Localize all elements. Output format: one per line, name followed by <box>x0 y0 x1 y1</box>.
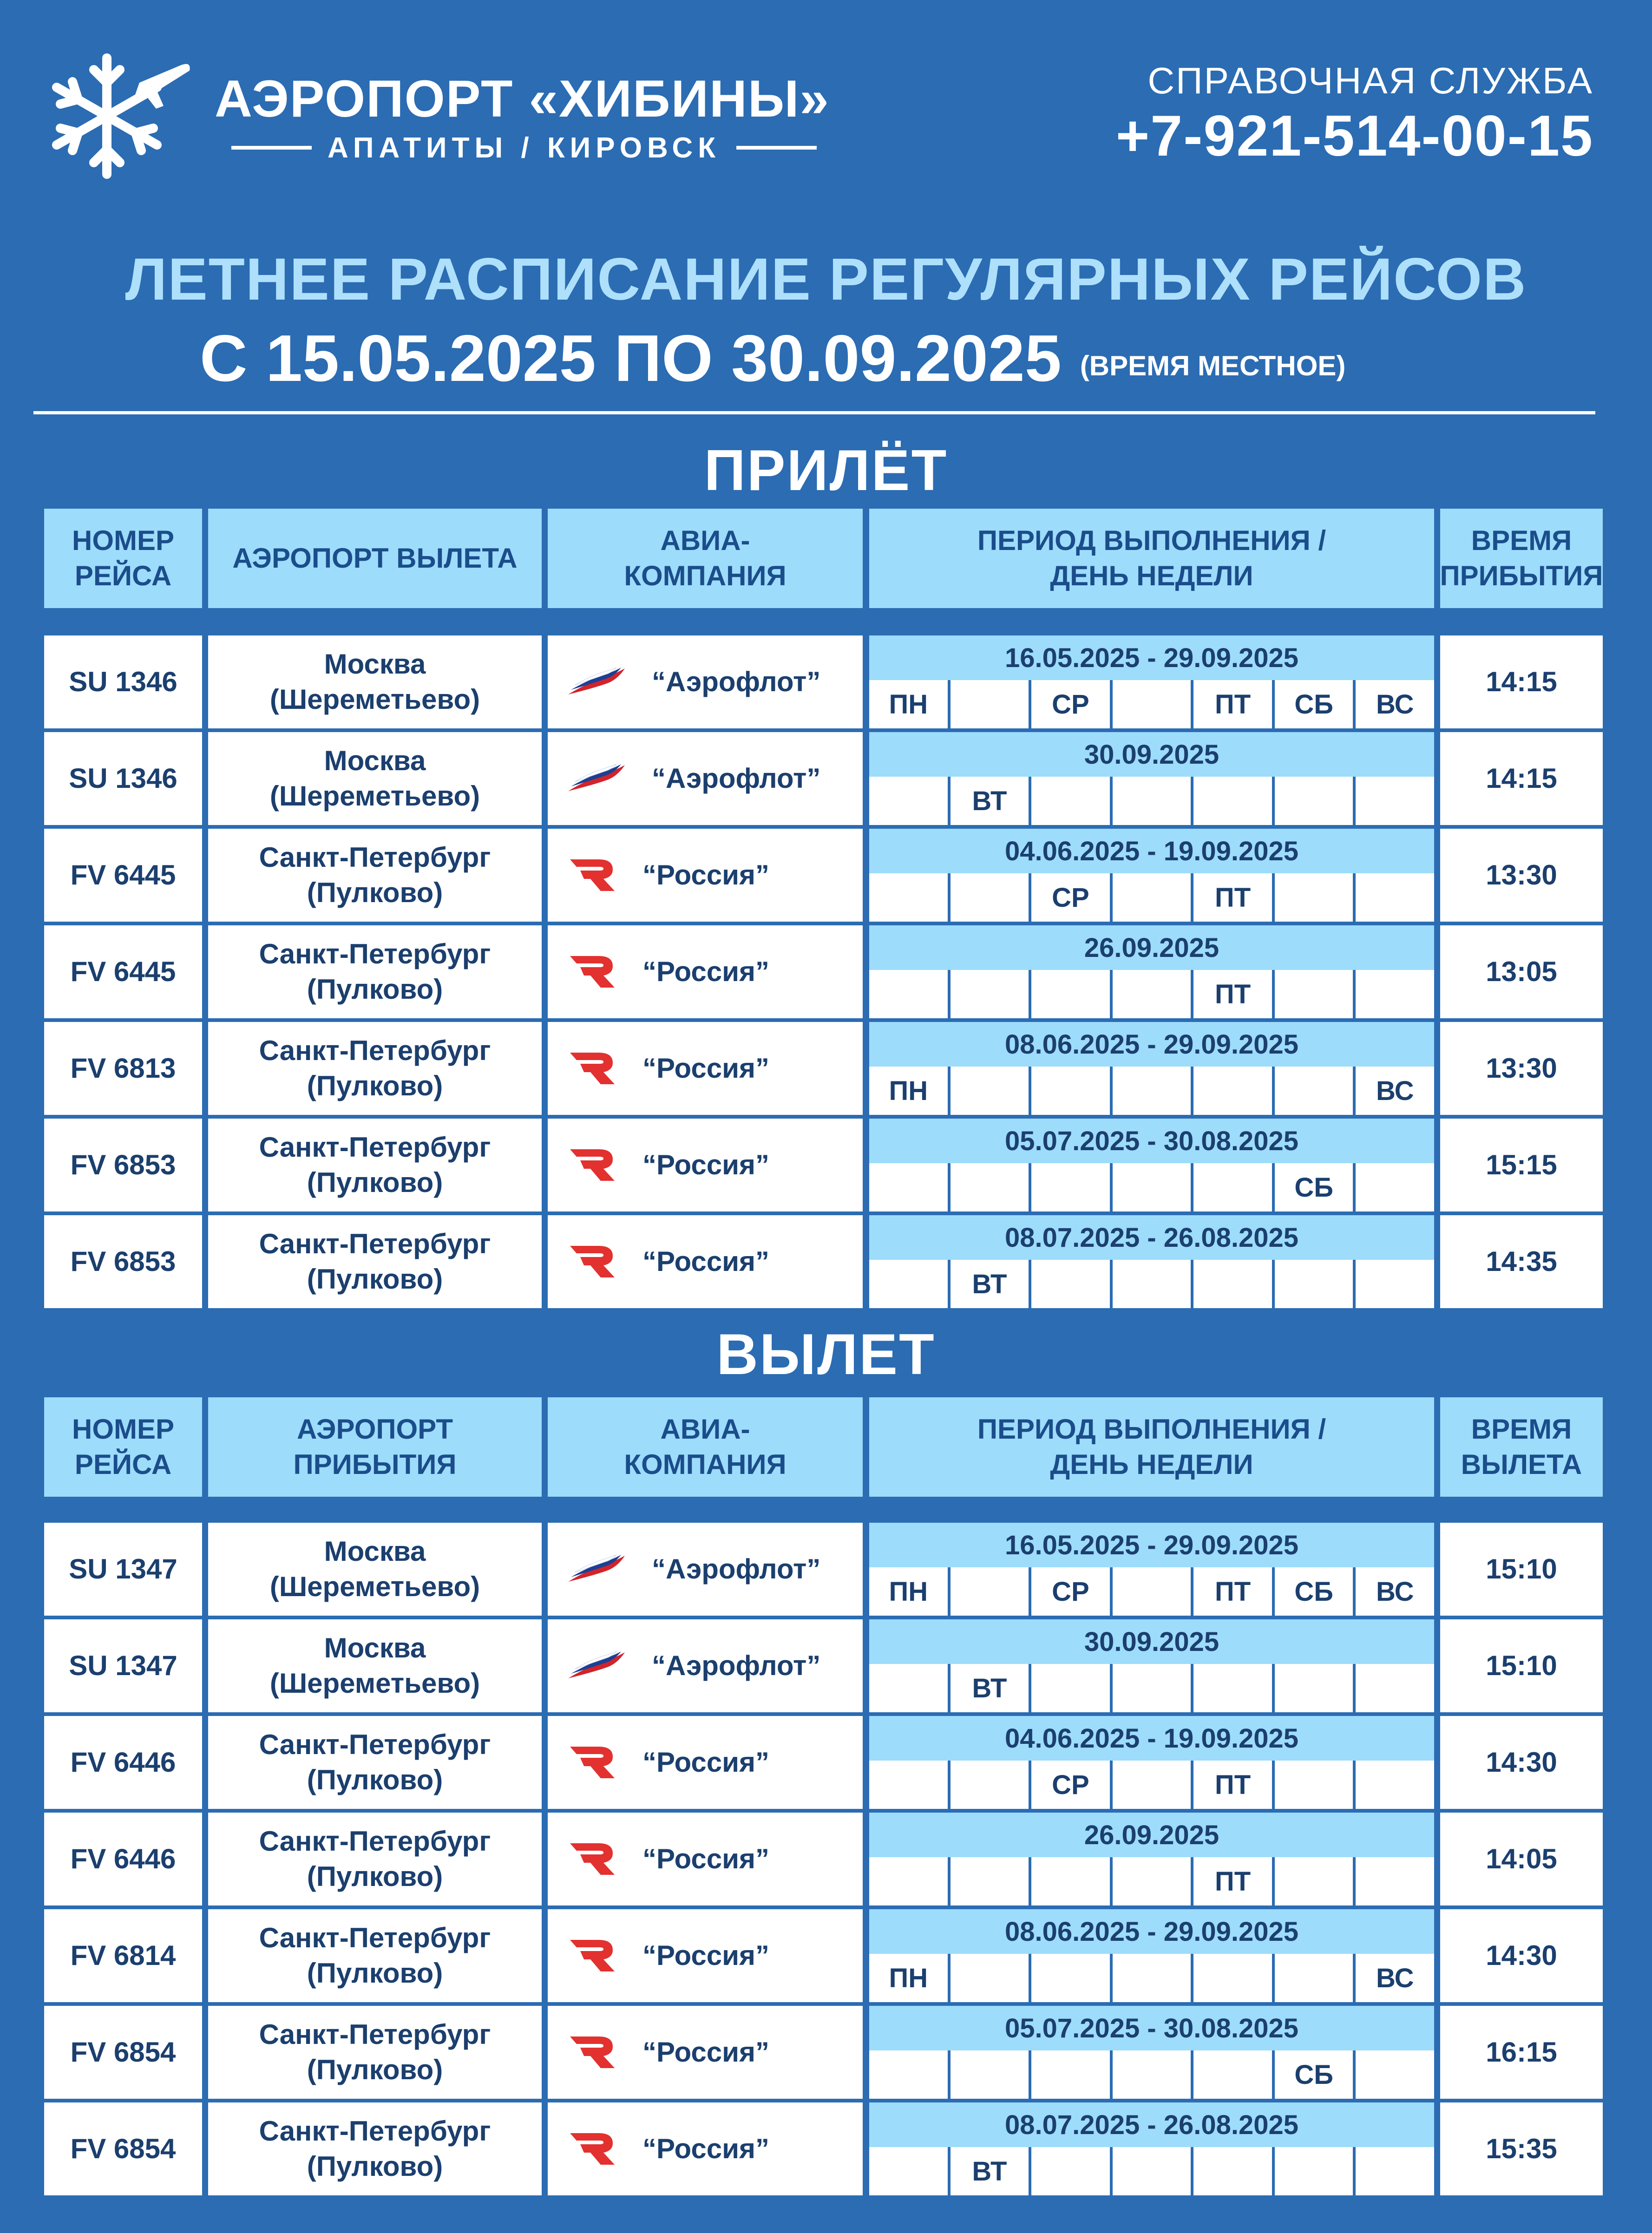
flight-time: 14:30 <box>1440 1909 1603 2002</box>
weekday-cell <box>1110 777 1191 825</box>
airline-name: “Аэрофлот” <box>652 1650 821 1681</box>
table-row <box>44 829 1603 922</box>
weekdays <box>869 1567 1434 1616</box>
weekday-cell: ВТ <box>948 777 1029 825</box>
airport-name: Москва (Шереметьево) <box>208 1523 542 1616</box>
weekday-cell: ПН <box>869 1954 948 2002</box>
weekdays <box>869 1664 1434 1712</box>
aeroflot-logo-icon <box>566 1650 627 1682</box>
weekday-cell <box>1110 1260 1191 1308</box>
table-row <box>44 732 1603 825</box>
weekday-cell <box>1191 2050 1272 2099</box>
weekday-cell: СР <box>1029 1761 1110 1809</box>
airport-name: Санкт-Петербург (Пулково) <box>208 2006 542 2099</box>
weekday-cell: СР <box>1029 1567 1110 1616</box>
weekday-cell <box>869 2147 948 2195</box>
weekday-cell <box>1272 1761 1353 1809</box>
weekdays <box>869 873 1434 922</box>
period <box>869 2006 1434 2099</box>
aeroflot-logo-icon <box>566 1553 627 1585</box>
arrivals-header-airport: АЭРОПОРТ ВЫЛЕТА <box>208 509 542 608</box>
weekday-cell <box>1110 1857 1191 1906</box>
airline-name: “Аэрофлот” <box>652 1553 821 1585</box>
airport-name: Санкт-Петербург (Пулково) <box>208 1119 542 1211</box>
rossiya-logo-icon <box>566 1937 617 1974</box>
airline <box>548 1909 863 2002</box>
weekday-cell: ПН <box>869 680 948 728</box>
weekday-cell <box>869 1163 948 1211</box>
weekday-cell <box>1353 1664 1434 1712</box>
period <box>869 1813 1434 1906</box>
weekday-cell <box>1029 970 1110 1018</box>
rossiya-logo-icon <box>566 1744 617 1781</box>
airline <box>548 1022 863 1115</box>
weekday-cell: ВС <box>1353 1954 1434 2002</box>
flight-time: 14:35 <box>1440 1215 1603 1308</box>
period-range: 04.06.2025 - 19.09.2025 <box>869 1716 1434 1761</box>
weekdays <box>869 1761 1434 1809</box>
period <box>869 1022 1434 1115</box>
airline-name: “Аэрофлот” <box>652 666 821 697</box>
weekday-cell <box>1353 1761 1434 1809</box>
departures-header-time: ВРЕМЯ ВЫЛЕТА <box>1440 1397 1603 1497</box>
weekday-cell <box>948 1954 1029 2002</box>
weekdays <box>869 1067 1434 1115</box>
weekday-cell <box>1353 777 1434 825</box>
airline <box>548 1523 863 1616</box>
period <box>869 2102 1434 2195</box>
weekday-cell <box>1272 2147 1353 2195</box>
weekdays <box>869 680 1434 728</box>
period <box>869 1215 1434 1308</box>
weekday-cell <box>1272 1664 1353 1712</box>
arrivals-header <box>44 509 1603 608</box>
table-row <box>44 1022 1603 1115</box>
airline-name: “Россия” <box>642 1149 770 1180</box>
rossiya-logo-icon <box>566 1840 617 1878</box>
period-range: 05.07.2025 - 30.08.2025 <box>869 2006 1434 2050</box>
flight-number: SU 1346 <box>44 732 202 825</box>
flight-time: 13:30 <box>1440 829 1603 922</box>
cities-line-left <box>231 146 312 150</box>
airline <box>548 2006 863 2099</box>
weekday-cell: СБ <box>1272 2050 1353 2099</box>
flight-number: FV 6854 <box>44 2102 202 2195</box>
period-range: 30.09.2025 <box>869 732 1434 777</box>
weekdays <box>869 2147 1434 2195</box>
table-row <box>44 1119 1603 1211</box>
weekday-cell <box>1029 1163 1110 1211</box>
period-range: 26.09.2025 <box>869 925 1434 970</box>
weekday-cell <box>1110 1067 1191 1115</box>
airline <box>548 829 863 922</box>
weekday-cell <box>869 777 948 825</box>
weekday-cell <box>1029 1260 1110 1308</box>
flight-number: FV 6853 <box>44 1119 202 1211</box>
arrivals-header-time: ВРЕМЯ ПРИБЫТИЯ <box>1440 509 1603 608</box>
weekday-cell <box>1191 1067 1272 1115</box>
airport-name: Санкт-Петербург (Пулково) <box>208 1813 542 1906</box>
airport-name: Санкт-Петербург (Пулково) <box>208 1022 542 1115</box>
weekday-cell <box>1110 1567 1191 1616</box>
airline-name: “Россия” <box>642 2133 770 2164</box>
airline-name: “Россия” <box>642 1053 770 1084</box>
flight-number: FV 6854 <box>44 2006 202 2099</box>
airline <box>548 1813 863 1906</box>
airport-name: Санкт-Петербург (Пулково) <box>208 829 542 922</box>
weekday-cell <box>869 1664 948 1712</box>
weekday-cell: ВТ <box>948 1260 1029 1308</box>
departures-header-flight: НОМЕР РЕЙСА <box>44 1397 202 1497</box>
weekday-cell <box>1029 1857 1110 1906</box>
arrivals-header-airline: АВИА- КОМПАНИЯ <box>548 509 863 608</box>
weekday-cell <box>869 1260 948 1308</box>
flight-time: 14:15 <box>1440 732 1603 825</box>
weekday-cell <box>869 1857 948 1906</box>
weekday-cell <box>1029 1067 1110 1115</box>
table-row <box>44 1813 1603 1906</box>
table-row <box>44 1215 1603 1308</box>
weekday-cell <box>1272 873 1353 922</box>
arrivals-title: ПРИЛЁТ <box>704 439 948 503</box>
flight-time: 16:15 <box>1440 2006 1603 2099</box>
weekday-cell <box>948 1163 1029 1211</box>
period-range: 26.09.2025 <box>869 1813 1434 1857</box>
airline <box>548 925 863 1018</box>
period-range: 16.05.2025 - 29.09.2025 <box>869 635 1434 680</box>
weekday-cell <box>1353 2147 1434 2195</box>
weekday-cell <box>948 1567 1029 1616</box>
flight-number: FV 6446 <box>44 1813 202 1906</box>
table-row <box>44 635 1603 728</box>
weekday-cell <box>1191 777 1272 825</box>
weekday-cell <box>1110 970 1191 1018</box>
period-range: 08.06.2025 - 29.09.2025 <box>869 1909 1434 1954</box>
table-row <box>44 1909 1603 2002</box>
weekday-cell <box>1110 1761 1191 1809</box>
table-row <box>44 1523 1603 1616</box>
airline <box>548 1619 863 1712</box>
weekdays <box>869 970 1434 1018</box>
weekday-cell: СБ <box>1272 1567 1353 1616</box>
airline-name: “Россия” <box>642 1843 770 1874</box>
airline <box>548 1215 863 1308</box>
weekday-cell: ПТ <box>1191 873 1272 922</box>
weekday-cell: ПТ <box>1191 680 1272 728</box>
period <box>869 1909 1434 2002</box>
weekday-cell: ВС <box>1353 680 1434 728</box>
airport-name: Санкт-Петербург (Пулково) <box>208 1909 542 2002</box>
period <box>869 1523 1434 1616</box>
flight-time: 14:05 <box>1440 1813 1603 1906</box>
weekday-cell <box>1191 1163 1272 1211</box>
table-row <box>44 2006 1603 2099</box>
flight-number: FV 6814 <box>44 1909 202 2002</box>
table-row <box>44 2102 1603 2195</box>
airport-name: Москва (Шереметьево) <box>208 635 542 728</box>
help-service-phone[interactable]: +7-921-514-00-15 <box>1115 104 1593 168</box>
airport-cities <box>231 129 817 166</box>
weekday-cell <box>1110 1954 1191 2002</box>
airline-name: “Россия” <box>642 1940 770 1971</box>
flight-number: FV 6445 <box>44 925 202 1018</box>
departures-header-airline: АВИА- КОМПАНИЯ <box>548 1397 863 1497</box>
schedule-dates: С 15.05.2025 ПО 30.09.2025 <box>200 321 1062 395</box>
period-range: 05.07.2025 - 30.08.2025 <box>869 1119 1434 1163</box>
flight-time: 13:30 <box>1440 1022 1603 1115</box>
weekday-cell <box>948 1067 1029 1115</box>
period-range: 16.05.2025 - 29.09.2025 <box>869 1523 1434 1567</box>
flight-number: FV 6446 <box>44 1716 202 1809</box>
weekday-cell <box>1110 1664 1191 1712</box>
weekday-cell <box>948 1857 1029 1906</box>
weekday-cell: ПН <box>869 1567 948 1616</box>
airline-name: “Россия” <box>642 859 770 891</box>
weekdays <box>869 777 1434 825</box>
period-range: 08.06.2025 - 29.09.2025 <box>869 1022 1434 1067</box>
flight-number: SU 1347 <box>44 1523 202 1616</box>
weekday-cell <box>1353 1260 1434 1308</box>
weekday-cell <box>1272 1260 1353 1308</box>
weekday-cell <box>1191 1954 1272 2002</box>
weekdays <box>869 1857 1434 1906</box>
aeroflot-logo-icon <box>566 762 627 795</box>
flight-time: 13:05 <box>1440 925 1603 1018</box>
airport-name: Санкт-Петербург (Пулково) <box>208 925 542 1018</box>
weekday-cell <box>1353 2050 1434 2099</box>
airport-name: Москва (Шереметьево) <box>208 732 542 825</box>
rossiya-logo-icon <box>566 2034 617 2071</box>
airline <box>548 1119 863 1211</box>
cities-text: АПАТИТЫ / КИРОВСК <box>327 131 721 164</box>
airline <box>548 1716 863 1809</box>
airline-name: “Аэрофлот” <box>652 763 821 794</box>
local-time-note: (ВРЕМЯ МЕСТНОЕ) <box>1080 350 1346 381</box>
weekday-cell: СБ <box>1272 680 1353 728</box>
weekday-cell: СР <box>1029 873 1110 922</box>
weekday-cell <box>948 873 1029 922</box>
weekday-cell <box>1272 1954 1353 2002</box>
period-range: 08.07.2025 - 26.08.2025 <box>869 2102 1434 2147</box>
rossiya-logo-icon <box>566 1243 617 1280</box>
airport-name: Москва (Шереметьево) <box>208 1619 542 1712</box>
weekday-cell: ПТ <box>1191 1857 1272 1906</box>
flight-time: 15:10 <box>1440 1523 1603 1616</box>
weekday-cell: ПТ <box>1191 970 1272 1018</box>
flight-number: FV 6445 <box>44 829 202 922</box>
header-divider <box>33 411 1595 414</box>
airline <box>548 732 863 825</box>
flight-number: FV 6853 <box>44 1215 202 1308</box>
flight-time: 15:35 <box>1440 2102 1603 2195</box>
weekday-cell <box>948 680 1029 728</box>
rossiya-logo-icon <box>566 857 617 894</box>
period-range: 04.06.2025 - 19.09.2025 <box>869 829 1434 873</box>
weekday-cell <box>948 2050 1029 2099</box>
rossiya-logo-icon <box>566 1050 617 1087</box>
rossiya-logo-icon <box>566 1146 617 1184</box>
period <box>869 1619 1434 1712</box>
flight-time: 14:15 <box>1440 635 1603 728</box>
airport-name: Санкт-Петербург (Пулково) <box>208 1215 542 1308</box>
weekday-cell <box>1029 777 1110 825</box>
weekday-cell <box>1029 1664 1110 1712</box>
period <box>869 925 1434 1018</box>
weekday-cell <box>948 1761 1029 1809</box>
weekday-cell <box>1272 1857 1353 1906</box>
weekday-cell <box>1272 1067 1353 1115</box>
flight-number: SU 1347 <box>44 1619 202 1712</box>
airline <box>548 635 863 728</box>
weekday-cell <box>869 2050 948 2099</box>
weekday-cell <box>1353 1857 1434 1906</box>
weekdays <box>869 1163 1434 1211</box>
weekdays <box>869 1954 1434 2002</box>
weekday-cell <box>1029 2147 1110 2195</box>
weekday-cell <box>1353 1163 1434 1211</box>
weekday-cell <box>1191 1664 1272 1712</box>
weekday-cell <box>1272 970 1353 1018</box>
airline-name: “Россия” <box>642 1747 770 1778</box>
period <box>869 1716 1434 1809</box>
snowflake-plane-icon <box>42 46 195 186</box>
airline <box>548 2102 863 2195</box>
weekday-cell <box>869 1761 948 1809</box>
weekday-cell <box>1110 680 1191 728</box>
weekday-cell: ВТ <box>948 1664 1029 1712</box>
flight-number: FV 6813 <box>44 1022 202 1115</box>
weekday-cell <box>869 970 948 1018</box>
departures-header <box>44 1397 1603 1497</box>
weekday-cell <box>1029 2050 1110 2099</box>
period <box>869 635 1434 728</box>
table-row <box>44 1619 1603 1712</box>
flight-number: SU 1346 <box>44 635 202 728</box>
weekday-cell <box>1110 2050 1191 2099</box>
help-service-label: СПРАВОЧНАЯ СЛУЖБА <box>1147 60 1593 101</box>
airport-name: Санкт-Петербург (Пулково) <box>208 1716 542 1809</box>
weekday-cell: ПТ <box>1191 1567 1272 1616</box>
departures-header-airport: АЭРОПОРТ ПРИБЫТИЯ <box>208 1397 542 1497</box>
weekday-cell: ВТ <box>948 2147 1029 2195</box>
departures-title: ВЫЛЕТ <box>716 1323 936 1387</box>
table-row <box>44 925 1603 1018</box>
airport-name: АЭРОПОРТ «ХИБИНЫ» <box>215 70 830 128</box>
weekday-cell: ВС <box>1353 1067 1434 1115</box>
weekday-cell <box>1353 873 1434 922</box>
weekday-cell <box>948 970 1029 1018</box>
period-range: 30.09.2025 <box>869 1619 1434 1664</box>
weekday-cell <box>1029 1954 1110 2002</box>
weekday-cell: ВС <box>1353 1567 1434 1616</box>
weekday-cell <box>869 873 948 922</box>
flight-time: 15:10 <box>1440 1619 1603 1712</box>
weekday-cell: ПН <box>869 1067 948 1115</box>
departures-header-period: ПЕРИОД ВЫПОЛНЕНИЯ / ДЕНЬ НЕДЕЛИ <box>869 1397 1434 1497</box>
period <box>869 732 1434 825</box>
weekday-cell: СБ <box>1272 1163 1353 1211</box>
flight-time: 15:15 <box>1440 1119 1603 1211</box>
weekday-cell <box>1110 1163 1191 1211</box>
schedule-title: ЛЕТНЕЕ РАСПИСАНИЕ РЕГУЛЯРНЫХ РЕЙСОВ <box>125 246 1527 313</box>
weekdays <box>869 2050 1434 2099</box>
weekdays <box>869 1260 1434 1308</box>
rossiya-logo-icon <box>566 2130 617 2168</box>
weekday-cell: ПТ <box>1191 1761 1272 1809</box>
flight-time: 14:30 <box>1440 1716 1603 1809</box>
arrivals-header-period: ПЕРИОД ВЫПОЛНЕНИЯ / ДЕНЬ НЕДЕЛИ <box>869 509 1434 608</box>
table-row <box>44 1716 1603 1809</box>
airline-name: “Россия” <box>642 956 770 987</box>
weekday-cell <box>1191 1260 1272 1308</box>
weekday-cell <box>1353 970 1434 1018</box>
weekday-cell <box>1191 2147 1272 2195</box>
period-range: 08.07.2025 - 26.08.2025 <box>869 1215 1434 1260</box>
rossiya-logo-icon <box>566 953 617 990</box>
weekday-cell <box>1110 2147 1191 2195</box>
period <box>869 829 1434 922</box>
cities-line-right <box>736 146 817 150</box>
airline-name: “Россия” <box>642 2037 770 2068</box>
weekday-cell <box>1110 873 1191 922</box>
weekday-cell: СР <box>1029 680 1110 728</box>
schedule-period-title <box>200 321 1345 397</box>
arrivals-header-flight: НОМЕР РЕЙСА <box>44 509 202 608</box>
weekday-cell <box>1272 777 1353 825</box>
airport-name: Санкт-Петербург (Пулково) <box>208 2102 542 2195</box>
airline-name: “Россия” <box>642 1246 770 1277</box>
aeroflot-logo-icon <box>566 666 627 698</box>
period <box>869 1119 1434 1211</box>
